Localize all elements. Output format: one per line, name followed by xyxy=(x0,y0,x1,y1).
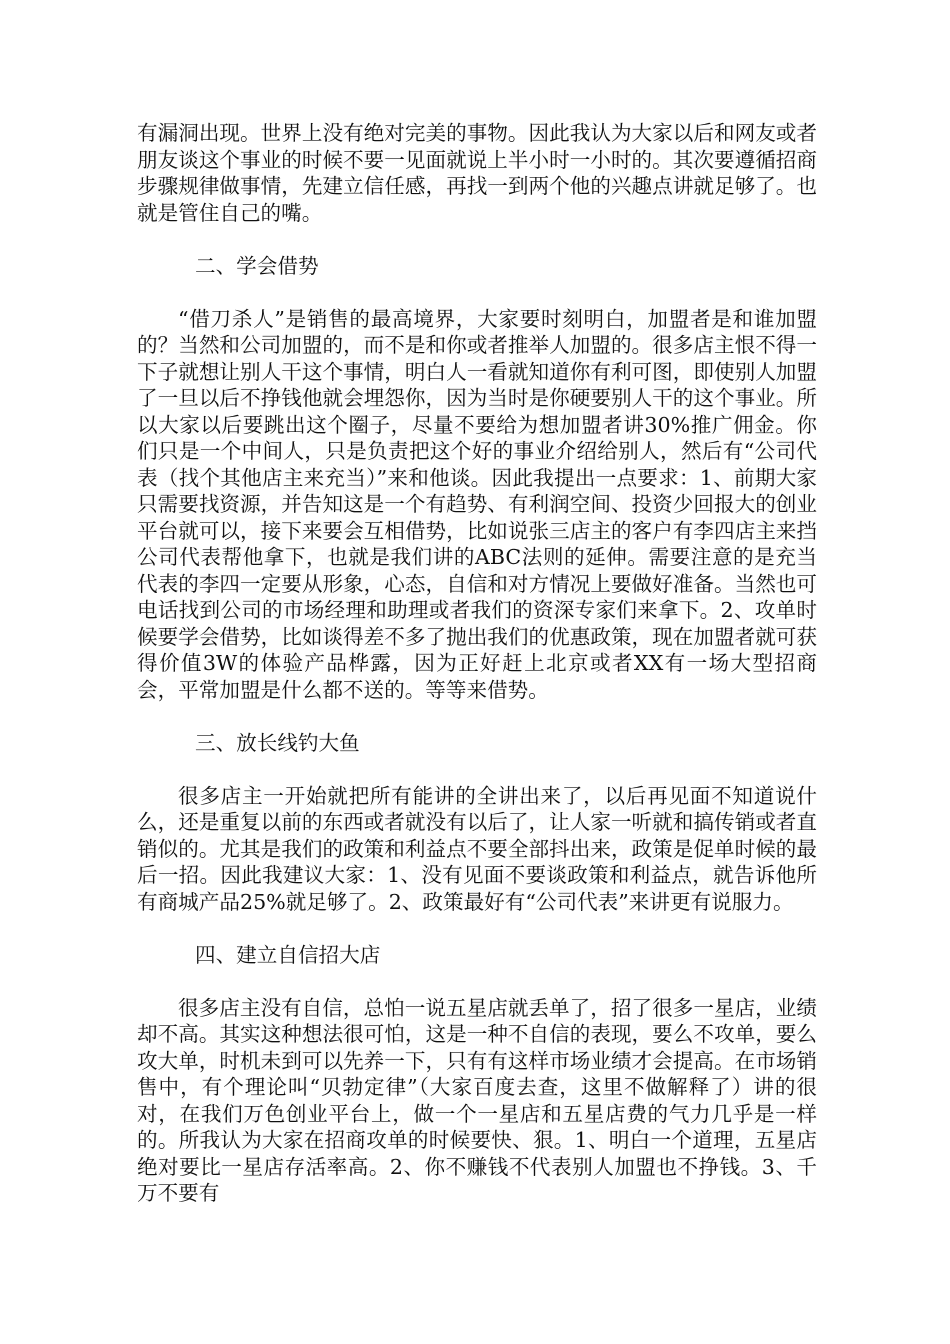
document-page xyxy=(137,120,817,1207)
section-2-body: “借刀杀人”是销售的最高境界，大家要时刻明白，加盟者是和谁加盟的？当然和公司加盟的，而不是和你或者推举人加盟的。很多店主恨不得一下子就想让别人干这个事情，明白人一看就知道你有利可图，即使别人加盟了一旦以后不挣钱他就会埋怨你，因为当时是你硬要别人干的这个事业。所以大家以后要跳出这个圈子，尽量不要给为想加盟者讲30%推广佣金。你们只是一个中间人，只是负责把这个好的事业介绍给别人，然后有“公司代表（找个其他店主来充当）”来和他谈。因此我提出一点要求：1、前期大家只需要找资源，并告知这是一个有趋势、有利润空间、投资少回报大的创业平台就可以，接下来要会互相借势，比如说张三店主的客户有李四店主来挡公司代表帮他拿下，也就是我们讲的ABC法则的延伸。需要注意的是充当代表的李四一定要从形象，心态，自信和对方情况上要做好准备。当然也可电话找到公司的市场经理和助理或者我们的资深专家们来拿下。2、攻单时候要学会借势，比如谈得差不多了抛出我们的优惠政策，现在加盟者就可获得价值3W的体验产品桦露，因为正好赶上北京或者XX有一场大型招商会，平常加盟是什么都不送的。等等来借势。 xyxy=(137,306,817,702)
paragraph-spacer xyxy=(137,915,817,942)
section-heading-4: 四、建立自信招大店 xyxy=(195,942,381,967)
paragraph-spacer xyxy=(137,226,817,253)
paragraph-spacer xyxy=(137,968,817,995)
section-heading-2: 二、学会借势 xyxy=(195,253,319,278)
paragraph-continued: 有漏洞出现。世界上没有绝对完美的事物。因此我认为大家以后和网友或者朋友谈这个事业的时候不要一见面就说上半小时一小时的。其次要遵循招商步骤规律做事情，先建立信任感，再找一到两个他的兴趣点讲就足够了。也就是管住自己的嘴。 xyxy=(137,121,817,225)
paragraph-spacer xyxy=(137,279,817,306)
section-4-body: 很多店主没有自信，总怕一说五星店就丢单了，招了很多一星店，业绩却不高。其实这种想法很可怕，这是一种不自信的表现，要么不攻单，要么攻大单，时机未到可以先养一下，只有有这样市场业绩才会提高。在市场销售中，有个理论叫“贝勃定律”（大家百度去查，这里不做解释了）讲的很对，在我们万色创业平台上，做一个一星店和五星店费的气力几乎是一样的。所我认为大家在招商攻单的时候要快、狠。1、明白一个道理，五星店绝对要比一星店存活率高。2、你不赚钱不代表别人加盟也不挣钱。3、千万不要有 xyxy=(137,995,817,1205)
paragraph-spacer xyxy=(137,703,817,730)
section-3-body: 很多店主一开始就把所有能讲的全讲出来了，以后再见面不知道说什么，还是重复以前的东西或者就没有以后了，让人家一听就和搞传销或者直销似的。尤其是我们的政策和利益点不要全部抖出来，政策是促单时候的最后一招。因此我建议大家：1、没有见面不要谈政策和利益点，就告诉他所有商城产品25%就足够了。2、政策最好有“公司代表”来讲更有说服力。 xyxy=(137,783,817,914)
paragraph-spacer xyxy=(137,756,817,783)
section-heading-3: 三、放长线钓大鱼 xyxy=(195,730,360,755)
